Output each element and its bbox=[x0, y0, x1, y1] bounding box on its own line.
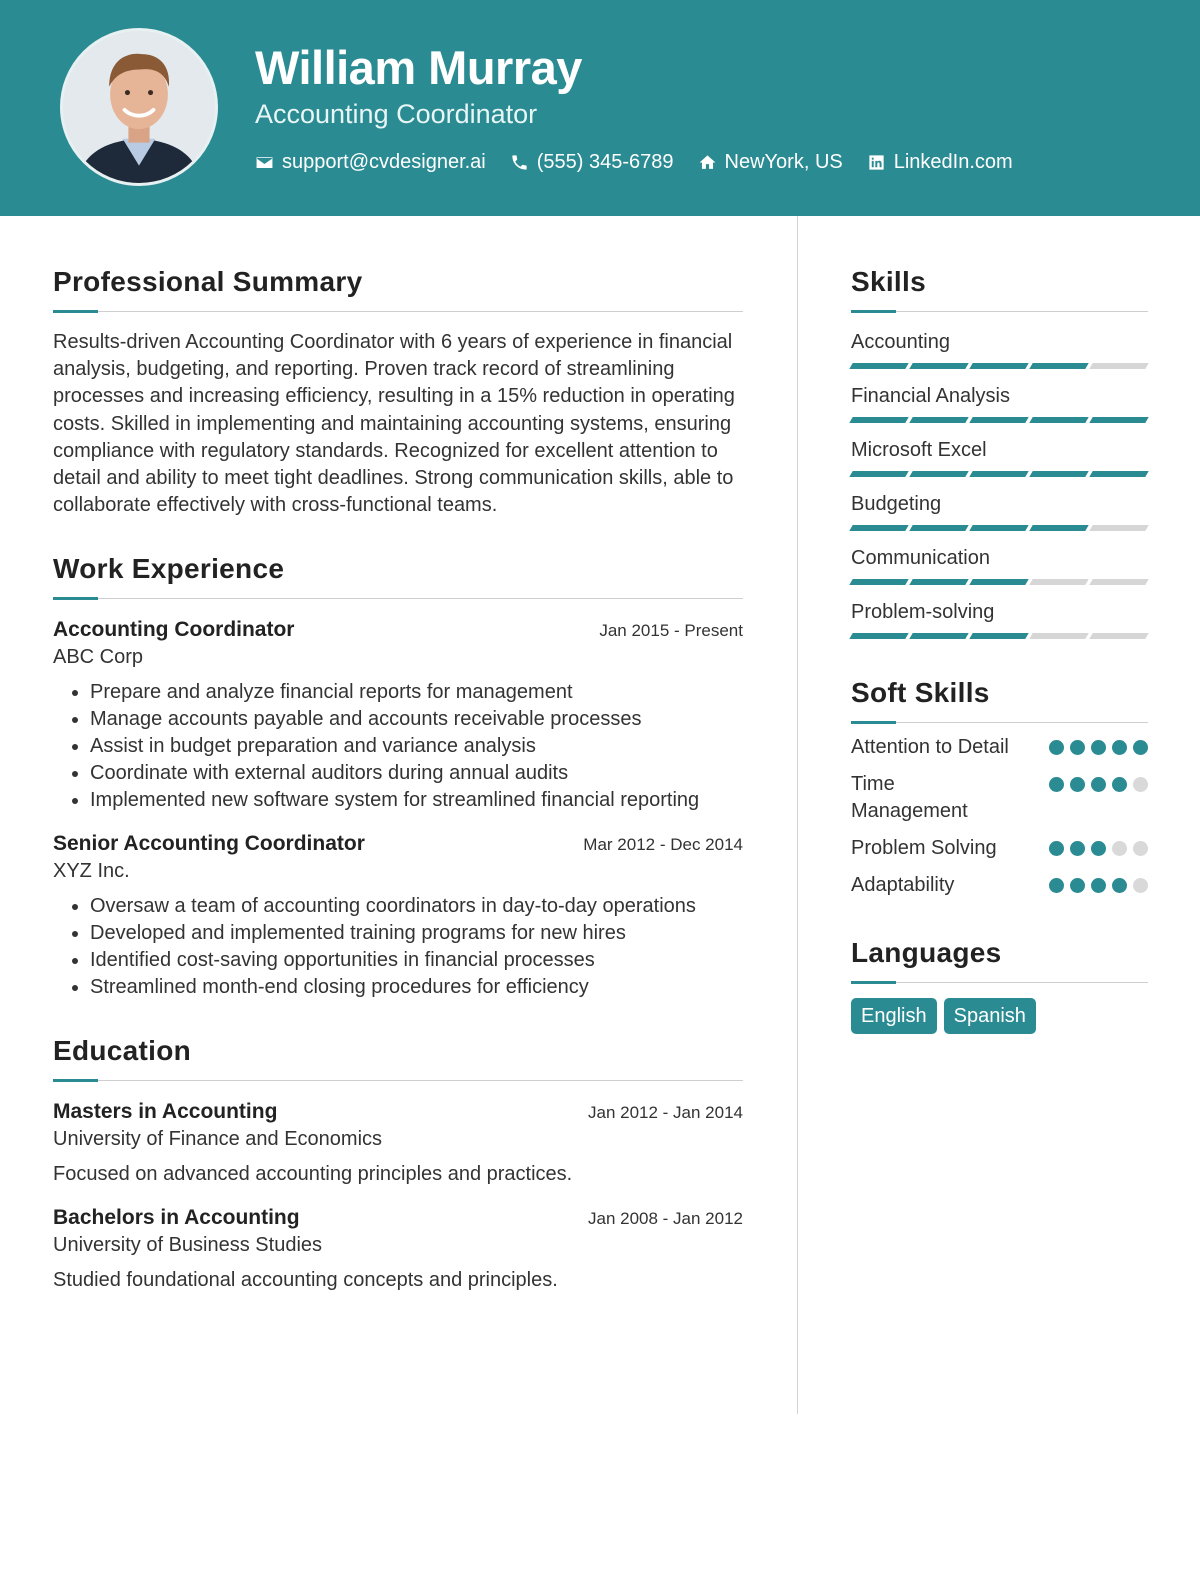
skill-level-segment bbox=[849, 633, 908, 639]
education-degree: Masters in Accounting bbox=[53, 1100, 278, 1124]
contact-location-text: NewYork, US bbox=[724, 151, 843, 173]
contact-location bbox=[698, 148, 843, 176]
job-bullet: • Coordinate with external auditors during annual audits bbox=[90, 760, 743, 787]
job-bullet: • Implemented new software system for streamlined financial reporting bbox=[90, 787, 743, 814]
job-bullets bbox=[53, 893, 743, 1001]
rating-dot bbox=[1133, 740, 1148, 755]
envelope-icon bbox=[255, 153, 274, 172]
skill-level-segment bbox=[1089, 417, 1148, 423]
soft-skill-item bbox=[851, 734, 1148, 761]
job-bullet: • Streamlined month-end closing procedures for efficiency bbox=[90, 974, 743, 1001]
job-date: Mar 2012 - Dec 2014 bbox=[583, 835, 743, 855]
job-bullet: • Developed and implemented training programs for new hires bbox=[90, 920, 743, 947]
experience-section bbox=[53, 551, 743, 1001]
header-banner bbox=[0, 0, 1200, 216]
job-company: XYZ Inc. bbox=[53, 860, 130, 883]
skill-name: Communication bbox=[851, 547, 990, 569]
skill-item bbox=[851, 329, 1148, 369]
rating-dot bbox=[1049, 777, 1064, 792]
education-degree: Bachelors in Accounting bbox=[53, 1206, 300, 1230]
job-bullet: • Manage accounts payable and accounts receivable processes bbox=[90, 706, 743, 733]
rating-dot bbox=[1133, 878, 1148, 893]
skill-level-segment bbox=[969, 633, 1028, 639]
job-bullet: • Prepare and analyze financial reports for management bbox=[90, 679, 743, 706]
skill-level-segment bbox=[1089, 579, 1148, 585]
job-bullet: • Assist in budget preparation and variance analysis bbox=[90, 733, 743, 760]
summary-rule bbox=[53, 310, 743, 313]
education-heading: Education bbox=[53, 1035, 192, 1067]
contact-phone[interactable] bbox=[510, 148, 674, 176]
job-title: Senior Accounting Coordinator bbox=[53, 832, 365, 856]
language-tag: English bbox=[851, 998, 937, 1034]
summary-section bbox=[53, 264, 743, 519]
skill-level-segment bbox=[909, 417, 968, 423]
rating-dot bbox=[1070, 777, 1085, 792]
soft-skill-rating bbox=[1049, 841, 1148, 856]
rating-dot bbox=[1133, 841, 1148, 856]
skill-level-segment bbox=[1089, 633, 1148, 639]
education-section bbox=[53, 1033, 743, 1294]
skill-level-segment bbox=[1029, 417, 1088, 423]
skill-level-segment bbox=[1089, 363, 1148, 369]
soft-skills-list bbox=[851, 734, 1148, 899]
skill-level-segment bbox=[909, 633, 968, 639]
skill-level-segment bbox=[969, 417, 1028, 423]
contact-email-text: support@cvdesigner.ai bbox=[282, 151, 486, 173]
experience-rule bbox=[53, 597, 743, 600]
skill-level-segment bbox=[909, 525, 968, 531]
skills-heading: Skills bbox=[851, 266, 926, 297]
skill-level-segment bbox=[969, 363, 1028, 369]
job-entry bbox=[53, 616, 743, 814]
summary-heading: Professional Summary bbox=[53, 266, 363, 297]
soft-skill-item bbox=[851, 872, 1148, 899]
skill-level-segment bbox=[1089, 471, 1148, 477]
phone-icon bbox=[510, 153, 529, 172]
soft-skill-name: Problem Solving bbox=[851, 837, 997, 859]
languages-rule bbox=[851, 981, 1148, 984]
job-date: Jan 2015 - Present bbox=[599, 621, 743, 641]
education-entry bbox=[53, 1204, 743, 1294]
rating-dot bbox=[1070, 878, 1085, 893]
skill-level-segment bbox=[909, 579, 968, 585]
job-bullet: • Oversaw a team of accounting coordinators in day-to-day operations bbox=[90, 893, 743, 920]
rating-dot bbox=[1112, 740, 1127, 755]
skills-section bbox=[851, 264, 1148, 639]
job-title: Accounting Coordinator bbox=[53, 618, 295, 642]
skill-level-bar bbox=[851, 471, 1148, 477]
soft-skill-rating bbox=[1049, 878, 1148, 893]
education-description: Studied foundational accounting concepts and principles. bbox=[53, 1269, 558, 1292]
skill-level-bar bbox=[851, 525, 1148, 531]
soft-skill-name: Attention to Detail bbox=[851, 736, 1009, 758]
skill-level-segment bbox=[1029, 633, 1088, 639]
portrait-image bbox=[63, 31, 215, 183]
skills-list bbox=[851, 329, 1148, 639]
rating-dot bbox=[1049, 878, 1064, 893]
soft-skills-heading: Soft Skills bbox=[851, 677, 990, 708]
rating-dot bbox=[1133, 777, 1148, 792]
soft-skill-rating bbox=[1049, 740, 1148, 755]
skill-level-segment bbox=[969, 471, 1028, 477]
contact-phone-text: (555) 345-6789 bbox=[536, 151, 674, 173]
avatar bbox=[60, 28, 218, 186]
candidate-title: Accounting Coordinator bbox=[255, 99, 538, 129]
sidebar-column bbox=[851, 264, 1148, 1034]
skills-rule bbox=[851, 310, 1148, 313]
soft-skill-name: Time Management bbox=[851, 773, 968, 822]
contact-bar bbox=[255, 148, 1013, 176]
languages-section bbox=[851, 935, 1148, 1034]
skill-level-bar bbox=[851, 579, 1148, 585]
rating-dot bbox=[1091, 740, 1106, 755]
skill-level-segment bbox=[849, 525, 908, 531]
summary-text: Results-driven Accounting Coordinator with 6 years of experience in financial analysis, budgeting, and reporting. Proven track record of streamlining processes and increasing efficiency, resulting in a 15% reduction in operating costs. Skilled in implementing and maintaining accounting systems, ensuring compliance with regulatory standards. Recognized for excellent attention to detail and ability to meet tight deadlines. Strong communication skills, able to collaborate effectively with cross-functional teams. bbox=[53, 331, 735, 517]
soft-skills-rule bbox=[851, 721, 1148, 724]
rating-dot bbox=[1049, 740, 1064, 755]
candidate-name: William Murray bbox=[255, 41, 582, 94]
contact-linkedin[interactable] bbox=[867, 148, 1013, 176]
job-entry bbox=[53, 830, 743, 1001]
rating-dot bbox=[1091, 878, 1106, 893]
skill-name: Accounting bbox=[851, 331, 950, 353]
soft-skill-rating bbox=[1049, 777, 1148, 792]
skill-level-segment bbox=[969, 525, 1028, 531]
education-description: Focused on advanced accounting principles and practices. bbox=[53, 1163, 573, 1186]
home-icon bbox=[698, 153, 717, 172]
rating-dot bbox=[1091, 777, 1106, 792]
linkedin-icon bbox=[867, 153, 886, 172]
rating-dot bbox=[1049, 841, 1064, 856]
skill-level-segment bbox=[849, 417, 908, 423]
soft-skill-item bbox=[851, 835, 1148, 862]
contact-linkedin-text: LinkedIn.com bbox=[893, 151, 1013, 173]
rating-dot bbox=[1070, 740, 1085, 755]
column-divider bbox=[797, 216, 798, 1414]
skill-level-segment bbox=[1029, 525, 1088, 531]
education-school: University of Business Studies bbox=[53, 1234, 323, 1257]
skill-level-segment bbox=[1029, 579, 1088, 585]
rating-dot bbox=[1112, 777, 1127, 792]
education-rule bbox=[53, 1079, 743, 1082]
skill-level-bar bbox=[851, 633, 1148, 639]
languages-list bbox=[851, 998, 1148, 1034]
experience-heading: Work Experience bbox=[53, 553, 285, 585]
rating-dot bbox=[1070, 841, 1085, 856]
skill-level-bar bbox=[851, 363, 1148, 369]
education-school: University of Finance and Economics bbox=[53, 1128, 383, 1151]
job-bullet: • Identified cost-saving opportunities in financial processes bbox=[90, 947, 743, 974]
skill-level-bar bbox=[851, 417, 1148, 423]
languages-heading: Languages bbox=[851, 937, 1002, 968]
job-company: ABC Corp bbox=[53, 646, 144, 669]
skill-level-segment bbox=[849, 579, 908, 585]
skill-level-segment bbox=[909, 471, 968, 477]
soft-skill-name: Adaptability bbox=[851, 874, 955, 896]
skill-item bbox=[851, 491, 1148, 531]
soft-skill-item bbox=[851, 771, 1148, 825]
skill-level-segment bbox=[849, 471, 908, 477]
education-date: Jan 2012 - Jan 2014 bbox=[587, 1103, 743, 1123]
skill-level-segment bbox=[1029, 471, 1088, 477]
skill-level-segment bbox=[969, 579, 1028, 585]
skill-level-segment bbox=[849, 363, 908, 369]
skill-level-segment bbox=[1029, 363, 1088, 369]
soft-skills-section bbox=[851, 675, 1148, 899]
rating-dot bbox=[1091, 841, 1106, 856]
rating-dot bbox=[1112, 878, 1127, 893]
language-tag: Spanish bbox=[944, 998, 1036, 1034]
main-column bbox=[53, 264, 743, 1294]
education-entry bbox=[53, 1098, 743, 1188]
skill-name: Problem-solving bbox=[851, 601, 995, 623]
skill-level-segment bbox=[1089, 525, 1148, 531]
skill-name: Budgeting bbox=[851, 493, 942, 515]
education-date: Jan 2008 - Jan 2012 bbox=[587, 1209, 743, 1229]
contact-email[interactable] bbox=[255, 148, 486, 176]
job-bullets bbox=[53, 679, 743, 814]
skill-level-segment bbox=[909, 363, 968, 369]
skill-item bbox=[851, 599, 1148, 639]
skill-item bbox=[851, 545, 1148, 585]
skill-name: Microsoft Excel bbox=[851, 439, 987, 461]
skill-item bbox=[851, 383, 1148, 423]
skill-name: Financial Analysis bbox=[851, 385, 1010, 407]
skill-item bbox=[851, 437, 1148, 477]
rating-dot bbox=[1112, 841, 1127, 856]
